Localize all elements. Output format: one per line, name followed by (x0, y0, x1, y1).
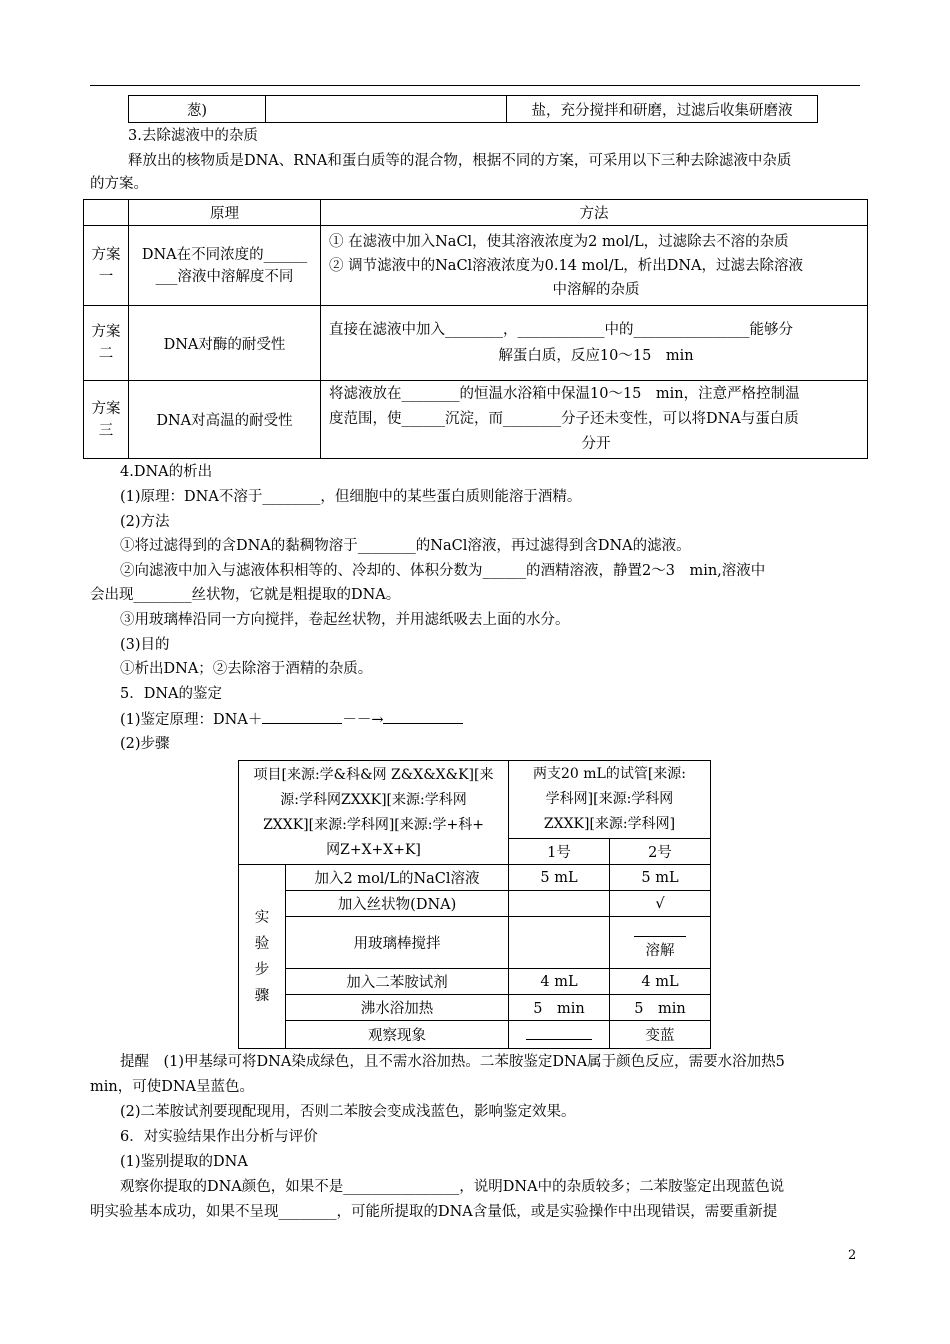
method-text: 分开 (581, 436, 611, 452)
paragraph: 的方案。 (90, 176, 148, 192)
table-header-text: ZXXK][来源:学科网] (543, 816, 676, 832)
paragraph: (2)步骤 (120, 736, 170, 752)
steps-label-char: 实 (254, 909, 270, 926)
reaction-arrow: －－→ (342, 712, 384, 728)
paragraph: ①析出DNA；②去除溶于酒精的杂质。 (120, 661, 373, 677)
answer-blank (262, 709, 342, 724)
step-name: 加入二苯胺试剂 (286, 969, 509, 995)
step-name: 加入丝状物(DNA) (286, 891, 509, 917)
table-cell (84, 200, 129, 226)
answer-blank (634, 924, 686, 937)
steps-label-char: 验 (254, 935, 270, 952)
principle-text: ___溶液中溶解度不同 (155, 268, 294, 285)
purification-table (83, 199, 868, 459)
paragraph: (1)原理：DNA不溶于________，但细胞中的某些蛋白质则能溶于酒精。 (120, 489, 582, 505)
paragraph: 会出现________丝状物，它就是粗提取的DNA。 (90, 587, 401, 603)
principle-label: (1)鉴定原理：DNA＋ (120, 712, 263, 728)
table-cell: 葱) (129, 96, 266, 123)
tube2-value: 4 mL (610, 969, 711, 995)
tube1-value (509, 917, 610, 969)
section-4-title: 4.DNA的析出 (120, 464, 213, 480)
answer-blank (526, 1025, 592, 1040)
paragraph: 释放出的核物质是DNA、RNA和蛋白质等的混合物，根据不同的方案，可采用以下三种去除滤液中杂质 (128, 153, 792, 169)
tube2-value: 5 mL (610, 865, 711, 891)
tube1-value: 5 mL (509, 865, 610, 891)
table-header-text: 学科网][来源:学科网 (545, 791, 674, 807)
table-header-text: ZXXK][来源:学科网][来源:学+科+ (263, 816, 484, 833)
method-text: 中溶解的杂质 (552, 281, 640, 298)
paragraph: (3)目的 (120, 637, 170, 653)
column-header: 原理 (129, 200, 321, 226)
identification-table (238, 760, 711, 1049)
tube2-value: √ (610, 891, 711, 917)
plan-label: 方案三 (84, 381, 129, 459)
tip-paragraph: (2)二苯胺试剂要现配现用，否则二苯胺会变成浅蓝色，影响鉴定效果。 (120, 1104, 576, 1120)
answer-blank (383, 709, 463, 724)
tube2-value: 5 min (610, 995, 711, 1021)
tube2-value: 溶解 (645, 943, 675, 959)
header-rule (90, 85, 860, 86)
paragraph: ①将过滤得到的含DNA的黏稠物溶于________的NaCl溶液，再过滤得到含DNA的滤液。 (120, 538, 691, 554)
section-3-title: 3.去除滤液中的杂质 (128, 128, 258, 144)
paragraph: ②向滤液中加入与滤液体积相等的、冷却的、体积分数为______的酒精溶液，静置2～3 min,溶液中 (120, 563, 766, 579)
method-text: 解蛋白质，反应10～15 min (498, 348, 694, 364)
paragraph: (1)鉴别提取的DNA (120, 1154, 248, 1170)
table-cell: 盐，充分搅拌和研磨，过滤后收集研磨液 (507, 96, 818, 123)
step-name: 沸水浴加热 (286, 995, 509, 1021)
step-name: 用玻璃棒搅拌 (286, 917, 509, 969)
principle-text: DNA对酶的耐受性 (129, 306, 321, 381)
tube-header: 1号 (509, 839, 610, 865)
section-5-title: 5．DNA的鉴定 (120, 686, 223, 702)
method-text: 直接在滤液中加入________，____________中的________________能够分 (329, 322, 793, 338)
paragraph: (2)方法 (120, 514, 170, 530)
steps-label-char: 骤 (254, 987, 270, 1004)
table-header-text: 网Z+X+X+K] (326, 841, 421, 858)
tip-paragraph: min，可使DNA呈蓝色。 (90, 1079, 255, 1095)
tip-paragraph: 提醒 (1)甲基绿可将DNA染成绿色，且不需水浴加热。二苯胺鉴定DNA属于颜色反应，需要水浴加热5 (120, 1054, 785, 1070)
table-header-text: 两支20 mL的试管[来源: (532, 766, 686, 782)
table-header-text: 项目[来源:学&科&网 Z&X&X&K][来 (253, 766, 494, 783)
tube1-value: 4 mL (509, 969, 610, 995)
step-name: 加入2 mol/L的NaCl溶液 (286, 865, 509, 891)
paragraph: ③用玻璃棒沿同一方向搅拌，卷起丝状物，并用滤纸吸去上面的水分。 (120, 612, 570, 628)
steps-label-char: 步 (254, 961, 270, 978)
tube1-value: 5 min (509, 995, 610, 1021)
table-cell (266, 96, 507, 123)
paragraph: 明实验基本成功，如果不呈现________，可能所提取的DNA含量低，或是实验操作中出现错误，需要重新提 (90, 1204, 778, 1220)
principle-text: DNA在不同浓度的______ (141, 246, 308, 263)
table-header-text: 源:学科网ZXXK][来源:学科网 (280, 791, 467, 808)
plan-label: 方案一 (84, 226, 129, 306)
method-text: 度范围，使______沉淀，而________分子还未变性，可以将DNA与蛋白质 (329, 411, 799, 427)
tube1-value (509, 891, 610, 917)
paragraph (120, 709, 463, 730)
method-text: ① 在滤液中加入NaCl，使其溶液浓度为2 mol/L，过滤除去不溶的杂质 (329, 233, 789, 250)
tube-header: 2号 (610, 839, 711, 865)
plan-label: 方案二 (84, 306, 129, 381)
column-header: 方法 (321, 200, 868, 226)
method-text: 将滤液放在________的恒温水浴箱中保温10～15 min，注意严格控制温 (329, 386, 800, 402)
paragraph: 观察你提取的DNA颜色，如果不是________________，说明DNA中的杂质较多；二苯胺鉴定出现蓝色说 (120, 1179, 785, 1195)
tube2-value: 变蓝 (610, 1021, 711, 1049)
method-text: ② 调节滤液中的NaCl溶液浓度为0.14 mol/L，析出DNA，过滤去除溶液 (329, 257, 803, 274)
section-6-title: 6．对实验结果作出分析与评价 (120, 1129, 318, 1145)
page-number: 2 (848, 1248, 857, 1263)
top-continuation-table (128, 95, 818, 123)
step-name: 观察现象 (286, 1021, 509, 1049)
principle-text: DNA对高温的耐受性 (129, 381, 321, 459)
